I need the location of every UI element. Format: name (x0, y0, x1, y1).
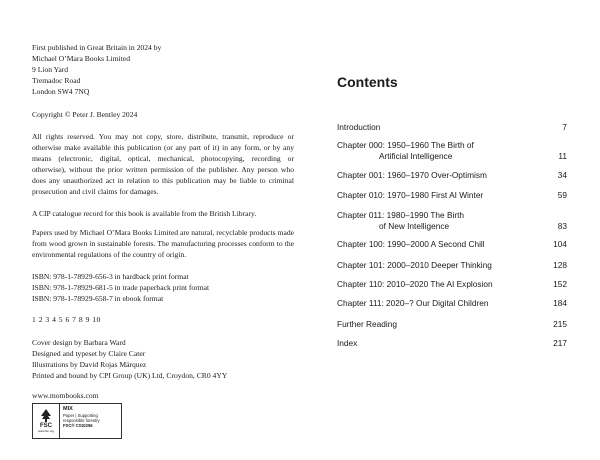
toc-entry-title: Index (337, 338, 358, 348)
toc-page-number: 83 (557, 221, 567, 231)
credit-line: Designed and typeset by Claire Cater (32, 349, 146, 358)
credits-block (32, 337, 294, 381)
toc-page-number: 7 (562, 122, 567, 132)
publisher-address-line: Tremadoc Road (32, 76, 81, 85)
toc-page-number: 128 (553, 260, 567, 270)
first-published-line: First published in Great Britain in 2024 by (32, 43, 162, 52)
toc-entry-title: Chapter 100: 1990–2000 A Second Chill (337, 239, 485, 249)
publisher-address-line: 9 Lion Yard (32, 65, 69, 74)
toc-entry-title: Chapter 111: 2020–? Our Digital Children (337, 298, 489, 308)
credit-line: Illustrations by David Rojas Márquez (32, 360, 147, 369)
toc-page-number: 34 (557, 170, 567, 180)
toc-page-number: 184 (553, 298, 567, 308)
isbn-list (32, 271, 294, 304)
isbn-line: ISBN: 978-1-78929-658-7 in ebook format (32, 294, 164, 303)
toc-entry (337, 279, 567, 290)
toc-entry-title: Introduction (337, 122, 381, 132)
toc-entry-title: Further Reading (337, 319, 397, 329)
fsc-logo (33, 404, 60, 438)
toc-entry-title-continued: of New Intelligence (379, 221, 450, 231)
fsc-text (60, 404, 121, 438)
toc-page-number: 152 (553, 279, 567, 289)
contents-title: Contents (337, 74, 398, 90)
publisher-address-line: London SW4 7NQ (32, 87, 90, 96)
toc-entry-title: Chapter 001: 1960–1970 Over-Optimism (337, 170, 487, 180)
toc-entry (337, 260, 567, 271)
toc-entry (337, 170, 567, 181)
credit-line: Printed and bound by CPI Group (UK) Ltd, Croydon, CR0 4YY (32, 371, 228, 380)
isbn-line: ISBN: 978-1-78929-656-3 in hardback print format (32, 272, 189, 281)
toc-entry (337, 190, 567, 201)
toc-page-number: 217 (553, 338, 567, 348)
toc-entry-title: Chapter 000: 1950–1960 The Birth of (337, 140, 474, 150)
toc-entry (337, 298, 567, 309)
toc-entry (337, 122, 567, 133)
isbn-line: ISBN: 978-1-78929-681-5 in trade paperback print format (32, 283, 210, 292)
toc-page-number: 59 (557, 190, 567, 200)
toc-page-number: 11 (558, 151, 567, 161)
toc-entry (337, 140, 567, 162)
publisher-block (32, 42, 294, 97)
rights-statement: All rights reserved. You may not copy, store, distribute, transmit, reproduce or otherwise make available this publication (or any part of it) in any form, or by any means (electronic, digital, optical, mechanical, photocopying, recording or otherwise), without the prior written permission of the publisher. Any person who does any unauthorized act in relation to this publication may be liable to criminal prosecution and civil claims for damages. (32, 132, 294, 196)
publisher-website: www.mombooks.com (32, 391, 99, 400)
fsc-line: responsible forestry (63, 418, 100, 423)
fsc-license: FSC® C010256 (63, 423, 93, 428)
toc-entry-title: Chapter 101: 2000–2010 Deeper Thinking (337, 260, 492, 270)
fsc-mix: MIX (63, 406, 73, 412)
copyright-notice: Copyright © Peter J. Bentley 2024 (32, 110, 138, 119)
papers-statement: Papers used by Michael O’Mara Books Limited are natural, recyclable products made from wood grown in sustainable forests. The manufacturing processes conform to the environmental regulations of the country of origin. (32, 228, 294, 259)
fsc-tree-icon (39, 409, 53, 422)
fsc-line: Paper | Supporting (63, 413, 98, 418)
print-line: 1 2 3 4 5 6 7 8 9 10 (32, 315, 101, 324)
publisher-name: Michael O’Mara Books Limited (32, 54, 131, 63)
fsc-site: www.fsc.org (37, 429, 55, 433)
toc-entry (337, 210, 567, 232)
toc-entry (337, 319, 567, 330)
fsc-brand: FSC (40, 423, 52, 429)
toc-entry-title: Chapter 110: 2010–2020 The AI Explosion (337, 279, 493, 289)
toc-entry-title: Chapter 010: 1970–1980 First AI Winter (337, 190, 484, 200)
toc-entry (337, 239, 567, 250)
toc-page-number: 104 (553, 239, 567, 249)
toc-page-number: 215 (553, 319, 567, 329)
contents-page (300, 0, 600, 460)
toc-entry (337, 338, 567, 349)
credit-line: Cover design by Barbara Ward (32, 338, 126, 347)
fsc-label (32, 403, 122, 439)
toc-entry-title-continued: Artificial Intelligence (379, 151, 453, 161)
cip-statement: A CIP catalogue record for this book is available from the British Library. (32, 209, 257, 218)
toc-entry-title: Chapter 011: 1980–1990 The Birth (337, 210, 465, 220)
